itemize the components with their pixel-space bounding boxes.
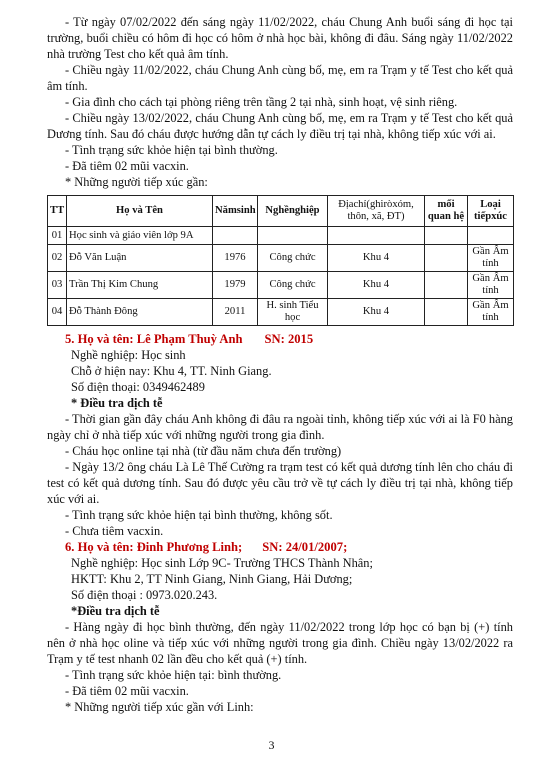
- intro-paragraph-2: - Chiều ngày 11/02/2022, cháu Chung Anh cùng bố, mẹ, em ra Trạm y tế Test cho kết quả âm tính.: [47, 63, 513, 93]
- case-5-occupation: Nghề nghiệp: Học sinh: [71, 348, 186, 362]
- header-relationship: mối quan hệ: [425, 196, 468, 227]
- case-6-vaccine-status: - Đã tiêm 02 mũi vacxin.: [65, 684, 189, 698]
- row-name: Đỗ Văn Luận: [67, 245, 213, 272]
- row-relationship: [425, 245, 468, 272]
- case-5-health-status: - Tình trạng sức khỏe hiện tại bình thường, không sốt.: [65, 508, 333, 522]
- row-contact-type: Gần Âm tính: [468, 299, 514, 326]
- header-address: Địachỉ(ghiròxóm, thôn, xã, ĐT): [328, 196, 425, 227]
- case-5-paragraph-3: - Ngày 13/2 ông cháu Là Lê Thế Cường ra trạm test có kết quả dương tính lên cho cháu đi test có kết quả dương tính. Sau đó được yêu cầu trở về tự cách ly điều trị tại nhà, không tiếp xúc với ai.: [47, 460, 513, 506]
- case-6-health-status: - Tình trạng sức khỏe hiện tại: bình thường.: [65, 668, 282, 682]
- intro-contacts-heading: * Những người tiếp xúc gần:: [65, 175, 208, 189]
- row-job: Công chức: [258, 245, 328, 272]
- row-job: H. sinh Tiểu học: [258, 299, 328, 326]
- group-row-label: Học sinh và giáo viên lớp 9A: [67, 227, 213, 245]
- table-cell-empty: [213, 227, 258, 245]
- row-address: Khu 4: [328, 245, 425, 272]
- case-6-epidemiology-heading: *Điều tra dịch tễ: [71, 604, 160, 618]
- case-5-address: Chỗ ở hiện nay: Khu 4, TT. Ninh Giang.: [71, 364, 272, 378]
- case-continuation: [47, 14, 513, 190]
- case-5-vaccine-status: - Chưa tiêm vacxin.: [65, 524, 164, 538]
- case-5-section: [47, 331, 513, 539]
- header-contact-type: Loại tiếpxúc: [468, 196, 514, 227]
- case-5-paragraph-2: - Cháu học online tại nhà (từ đầu năm chưa đến trường): [65, 444, 342, 458]
- case-5-birth-year: SN: 2015: [264, 332, 314, 346]
- case-6-birth-date: SN: 24/01/2007;: [262, 540, 348, 554]
- row-tt: 04: [48, 299, 67, 326]
- table-cell-empty: [468, 227, 514, 245]
- row-contact-type: Gần Âm tính: [468, 272, 514, 299]
- case-6-address: HKTT: Khu 2, TT Ninh Giang, Ninh Giang, Hải Dương;: [71, 572, 353, 586]
- table-row: [48, 245, 514, 272]
- table-row: [48, 272, 514, 299]
- table-cell-empty: [328, 227, 425, 245]
- case-6-phone: Số điện thoại : 0973.020.243.: [71, 588, 218, 602]
- intro-paragraph-4: - Chiều ngày 13/02/2022, cháu Chung Anh cùng bố, mẹ, em ra Trạm y tế Test cho kết quả Dương tính. Sau đó cháu được hướng dẫn tự cách ly điều trị tại nhà, không tiếp xúc với ai.: [47, 111, 513, 141]
- group-row-tt: 01: [48, 227, 67, 245]
- header-name: Họ và Tên: [67, 196, 213, 227]
- close-contacts-table: [47, 195, 514, 326]
- intro-paragraph-1: - Từ ngày 07/02/2022 đến sáng ngày 11/02/2022, cháu Chung Anh buổi sáng đi học tại trường, buổi chiều có hôm đi học có hôm ở nhà học bài, không đi đâu. Sáng ngày 11/02/2022 nhà trường Test cho kết quả âm tính.: [47, 15, 513, 61]
- row-relationship: [425, 272, 468, 299]
- header-year: Nămsinh: [213, 196, 258, 227]
- page-number: 3: [268, 738, 275, 752]
- row-name: Trần Thị Kim Chung: [67, 272, 213, 299]
- table-cell-empty: [425, 227, 468, 245]
- case-5-epidemiology-heading: * Điều tra dịch tễ: [71, 396, 163, 410]
- case-5-name: 5. Họ và tên: Lê Phạm Thuỳ Anh: [65, 332, 243, 346]
- case-6-heading: [47, 539, 513, 555]
- table-cell-empty: [258, 227, 328, 245]
- row-job: Công chức: [258, 272, 328, 299]
- table-group-row: [48, 227, 514, 245]
- intro-paragraph-3: - Gia đình cho cách tại phòng riêng trên tầng 2 tại nhà, sinh hoạt, vệ sinh riêng.: [65, 95, 458, 109]
- table-header-row: [48, 196, 514, 227]
- table-row: [48, 299, 514, 326]
- case-5-paragraph-1: - Thời gian gần đây cháu Anh không đi đâu ra ngoài tỉnh, không tiếp xúc với ai là F0 hàng ngày chỉ ở nhà tiếp xúc với những người trong gia đình.: [47, 412, 513, 442]
- row-name: Đỗ Thành Đông: [67, 299, 213, 326]
- row-address: Khu 4: [328, 272, 425, 299]
- header-tt: TT: [48, 196, 67, 227]
- header-job: Nghềnghiệp: [258, 196, 328, 227]
- row-year: 2011: [213, 299, 258, 326]
- intro-health-status: - Tình trạng sức khỏe hiện tại bình thường.: [65, 143, 278, 157]
- row-relationship: [425, 299, 468, 326]
- row-tt: 03: [48, 272, 67, 299]
- case-6-paragraph-1: - Hàng ngày đi học bình thường, đến ngày 11/02/2022 trong lớp học có bạn bị (+) tính nên ở nhà học oline và tiếp xúc với những người trong gia đình. Chiều ngày 13/02/2022 ra Trạm y tế test nhanh 02 lần đều cho kết quả (+) tính.: [47, 620, 513, 666]
- case-6-name: 6. Họ và tên: Đinh Phương Linh;: [65, 540, 243, 554]
- case-6-occupation: Nghề nghiệp: Học sinh Lớp 9C- Trường THCS Thành Nhân;: [71, 556, 373, 570]
- intro-vaccine-status: - Đã tiêm 02 mũi vacxin.: [65, 159, 189, 173]
- case-5-heading: [47, 331, 513, 347]
- row-year: 1979: [213, 272, 258, 299]
- row-tt: 02: [48, 245, 67, 272]
- row-contact-type: Gần Âm tính: [468, 245, 514, 272]
- row-address: Khu 4: [328, 299, 425, 326]
- case-6-contacts-heading: * Những người tiếp xúc gần với Linh:: [65, 700, 254, 714]
- case-5-phone: Số điện thoại: 0349462489: [71, 380, 205, 394]
- case-6-section: [47, 539, 513, 715]
- row-year: 1976: [213, 245, 258, 272]
